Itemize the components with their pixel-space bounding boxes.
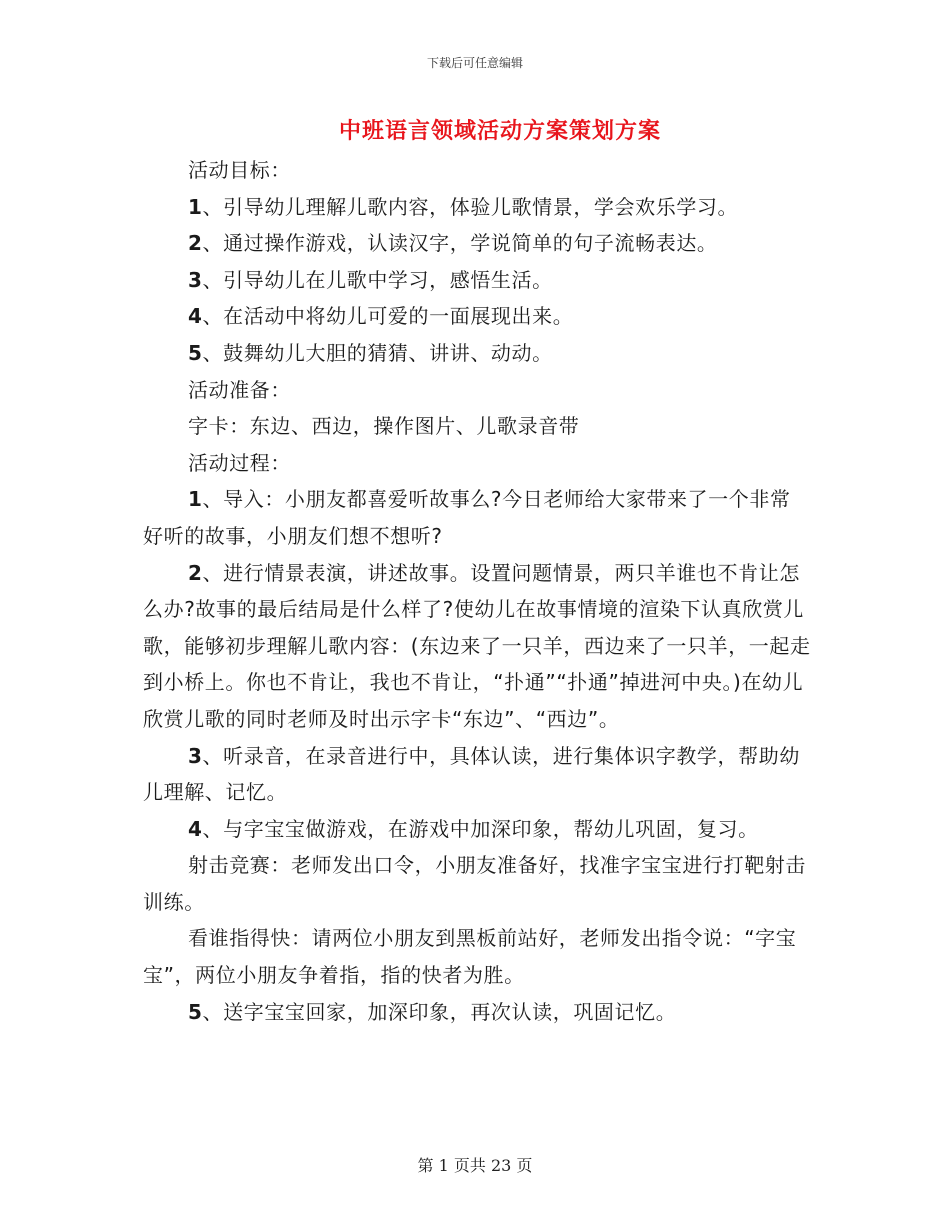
process-item-3 (143, 738, 811, 811)
game-shooting: 射击竞赛：老师发出口令，小朋友准备好，找准字宝宝进行打靶射击训练。 (143, 853, 806, 914)
document-title: 中班语言领域活动方案策划方案 (338, 118, 661, 144)
goal-text: 、在活动中将幼儿可爱的一面展现出来。 (202, 304, 574, 329)
process-text: 、导入：小朋友都喜爱听故事么?今日老师给大家带来了一个非常好听的故事，小朋友们想不想听? (143, 487, 791, 548)
goal-text: 、鼓舞幼儿大胆的猜猜、讲讲、动动。 (202, 340, 553, 365)
process-item-4 (143, 811, 811, 848)
prep-text: 字卡：东边、西边，操作图片、儿歌录音带 (188, 414, 580, 439)
goals-heading: 活动目标： (188, 158, 291, 182)
process-text: 、送字宝宝回家，加深印象，再次认读，巩固记忆。 (202, 999, 677, 1024)
goal-item-4 (143, 298, 811, 335)
goal-number: 1 (188, 194, 203, 219)
process-item-5 (143, 994, 811, 1031)
header-note: 下载后可任意编辑 (426, 56, 523, 70)
prep-heading: 活动准备： (188, 377, 291, 402)
document-body (143, 152, 811, 1030)
goal-number: 4 (188, 304, 203, 329)
goal-number: 2 (188, 231, 203, 256)
goal-text: 、通过操作游戏，认读汉字，学说简单的句子流畅表达。 (202, 231, 718, 256)
goal-item-1 (143, 189, 811, 226)
goal-text: 、引导幼儿理解儿歌内容，体验儿歌情景，学会欢乐学习。 (202, 194, 739, 219)
game-pointing: 看谁指得快：请两位小朋友到黑板前站好，老师发出指令说：“字宝宝”，两位小朋友争着指，指的快者为胜。 (143, 926, 797, 988)
page-footer: 第 1 页共 23 页 (417, 1156, 533, 1175)
goal-item-2 (143, 225, 811, 262)
process-text: 、听录音，在录音进行中，具体认读，进行集体识字教学，帮助幼儿理解、记忆。 (143, 743, 800, 805)
process-number: 1 (188, 487, 203, 512)
process-item-1 (143, 481, 811, 554)
process-text: 、进行情景表演，讲述故事。设置问题情景，两只羊谁也不肯让怎么办?故事的最后结局是什么样了?使幼儿在故事情境的渲染下认真欣赏儿歌，能够初步理解儿歌内容：(东边来了一只羊，西边来了一只羊，一起走到小桥上。你也不肯让，我也不肯让，“扑通”“扑通”掉进河中央。)在幼儿欣赏儿歌的同时老师及时出示字卡“东边”、“西边”。 (143, 560, 811, 731)
goal-text: 、引导幼儿在儿歌中学习，感悟生活。 (202, 267, 553, 292)
process-number: 2 (188, 560, 203, 585)
process-text: 、与字宝宝做游戏，在游戏中加深印象，帮幼儿巩固，复习。 (202, 816, 759, 841)
process-number: 5 (188, 999, 203, 1024)
goal-number: 5 (188, 340, 203, 365)
process-item-2 (143, 555, 811, 738)
process-heading: 活动过程： (188, 450, 291, 475)
goal-item-3 (143, 262, 811, 299)
process-number: 4 (188, 816, 203, 841)
goal-item-5 (143, 335, 811, 372)
process-number: 3 (188, 743, 203, 768)
goal-number: 3 (188, 267, 203, 292)
